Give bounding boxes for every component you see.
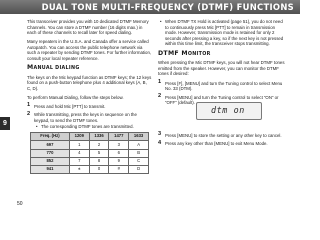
lcd-readout: dtm on [211, 105, 245, 115]
step-number: 4 [158, 139, 162, 146]
table-row [31, 165, 149, 173]
left-column [27, 19, 152, 174]
perform-paragraph: To perform Manual Dialing, follow the steps below. [27, 94, 124, 100]
table-cell: 5 [89, 149, 109, 157]
bullet-text: When DTMF TX Hold is activated (page 51), you do not need to continuously press Mic [PTT] to remain in transmission mode. However, transmission mode is retained for only 2 seconds after pressing a key, so if the next key is not pressed within this time limit, the transceiver stops transmitting. [165, 19, 284, 47]
step-number: 1 [27, 102, 31, 109]
table-cell: D [129, 165, 149, 173]
keys-paragraph: The keys on the Mic keypad function as DTMF keys; the 12 keys found on a push-button telephone plus 4 additional keys (A, B, C, D). [27, 74, 152, 91]
table-cell: 4 [69, 149, 89, 157]
step-number: 2 [27, 110, 31, 117]
table-cell: 852 [31, 157, 70, 165]
table-row [31, 149, 149, 157]
heading-rest: ANUAL DIALING [33, 66, 80, 72]
manual-step-1 [27, 104, 152, 110]
bullet-item [158, 19, 286, 47]
step-text: Press any key other than [MENU] to exit Menu Mode. [165, 141, 268, 147]
bullet-icon: • [36, 123, 38, 129]
table-cell: 6 [109, 149, 129, 157]
column-header: Freq. (Hz) [31, 133, 70, 141]
table-row [31, 141, 149, 149]
bullet-icon: • [160, 19, 162, 24]
table-cell: C [129, 157, 149, 165]
table-cell: 7 [69, 157, 89, 165]
manual-dialing-heading [27, 65, 152, 72]
table-cell: 697 [31, 141, 70, 149]
monitor-step-1 [158, 81, 286, 92]
step-text: Press [F], [MENU] and turn the Tuning control to select Menu No. 33 (DTM). [165, 80, 283, 92]
chapter-tab: 9 [0, 117, 10, 130]
table-cell: 8 [89, 157, 109, 165]
table-cell: 941 [31, 165, 70, 173]
table-cell: B [129, 149, 149, 157]
heading-initial: DTMF M [158, 49, 188, 57]
page-number: 50 [17, 201, 23, 207]
bullet-text: The corresponding DTMF tones are transmitted. [41, 123, 134, 129]
header-title: DUAL TONE MULTI-FREQUENCY (DTMF) FUNCTIONS [41, 2, 294, 12]
table-cell: A [129, 141, 149, 149]
table-cell: ∗ [69, 165, 89, 173]
lcd-display-illustration [196, 102, 262, 120]
monitor-step-4 [158, 141, 286, 147]
table-cell: # [109, 165, 129, 173]
table-cell: 770 [31, 149, 70, 157]
step-text: Press [MENU] and turn the Tuning control to select “ON” or “OFF” (default). [165, 94, 279, 106]
column-header: 1477 [109, 133, 129, 141]
table-cell: 0 [89, 165, 109, 173]
intro-paragraph: This transceiver provides you with 10 dedicated DTMF Memory Channels. You can store a DTMF number (16 digits max.) in each of these channels to recall later for speed dialing. [27, 19, 149, 36]
step-text: Press and hold Mic [PTT] to transmit. [34, 103, 106, 109]
column-header: 1209 [69, 133, 89, 141]
step-number: 2 [158, 93, 162, 100]
manual-step-2 [27, 112, 152, 129]
table-cell: 9 [109, 157, 129, 165]
step-text: Press [MENU] to store the setting or any other key to cancel. [165, 132, 282, 138]
table-cell: 1 [69, 141, 89, 149]
monitor-paragraph: When pressing the Mic DTMF keys, you will not hear DTMF tones emitted from the speaker. However, you can monitor the DTMF tones if desired: [158, 60, 285, 77]
table-header-row [31, 133, 149, 141]
right-column [158, 19, 286, 150]
table-row [31, 157, 149, 165]
page-header [0, 0, 300, 14]
dtmf-frequency-table [30, 132, 149, 174]
table-cell: 2 [89, 141, 109, 149]
step-number: 3 [158, 131, 162, 138]
step-text: While transmitting, press the keys in sequence on the keypad, to send the DTMF tones. [34, 112, 137, 124]
heading-initial: M [27, 64, 34, 72]
autopatch-paragraph: Many repeaters in the U.S.A. and Canada offer a service called Autopatch. You can access the public telephone network via such a repeater by sending DTMF tones. For further information, consult your local repeater reference. [27, 39, 152, 61]
step-number: 1 [158, 79, 162, 86]
monitor-step-3 [158, 133, 286, 139]
bullet-item [34, 124, 152, 130]
column-header: 1336 [89, 133, 109, 141]
column-header: 1633 [129, 133, 149, 141]
table-cell: 3 [109, 141, 129, 149]
dtmf-monitor-heading [158, 51, 286, 58]
heading-rest: ONITOR [187, 51, 211, 57]
